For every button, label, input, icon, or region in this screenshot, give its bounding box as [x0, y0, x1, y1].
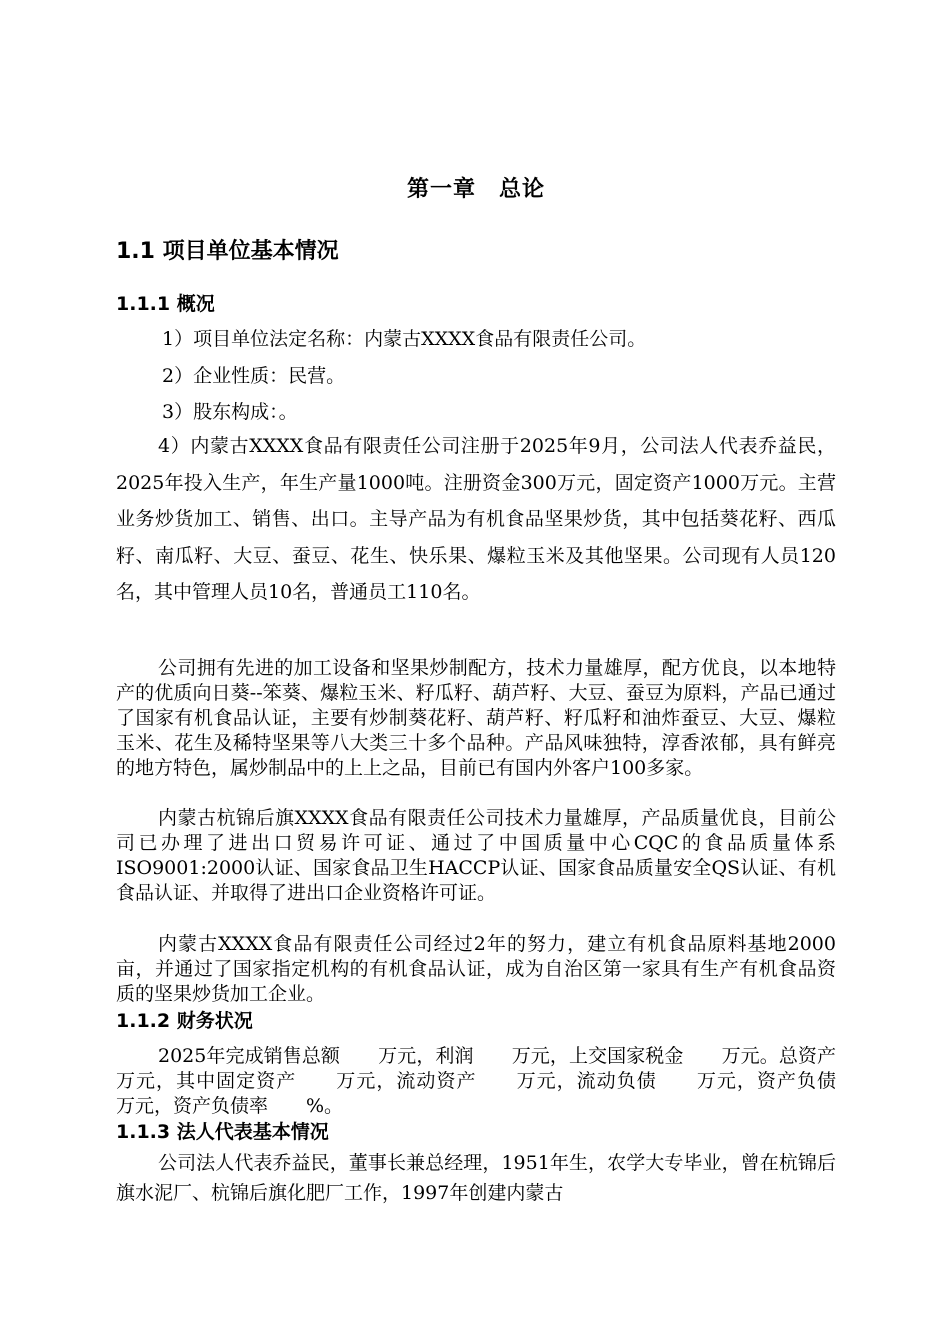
- section-heading-1-1-3: 1.1.3 法人代表基本情况: [116, 1121, 329, 1143]
- quality-certification-paragraph: 内蒙古杭锦后旗XXXX食品有限责任公司技术力量雄厚，产品质量优良，目前公司已办理了进出口贸易许可证、通过了中国质量中心CQC的食品质量体系ISO9001:2000认证、国家食品卫生HACCP认证、国家食品质量安全QS认证、有机食品认证、并取得了进出口企业资格许可证。: [116, 807, 836, 904]
- chapter-title: 第一章 总论: [406, 177, 545, 202]
- list-item-3: 3）股东构成：。: [162, 401, 298, 423]
- financial-status-paragraph: 2025年完成销售总额 万元，利润 万元，上交国家税金 万元。总资产 万元，其中固定资产 万元，流动资产 万元，流动负债 万元，资产负债 万元，资产负债率 %。: [116, 1045, 875, 1117]
- section-heading-1-1: 1.1 项目单位基本情况: [116, 239, 339, 264]
- company-overview-paragraph: 公司拥有先进的加工设备和坚果炒制配方，技术力量雄厚，配方优良，以本地特产的优质向日葵--笨葵、爆粒玉米、籽瓜籽、葫芦籽、大豆、蚕豆为原料，产品已通过了国家有机食品认证，主要有炒制葵花籽、葫芦籽、籽瓜籽和油炸蚕豆、大豆、爆粒玉米、花生及稀特坚果等八大类三十多个品种。产品风味独特，淳香浓郁，具有鲜亮的地方特色，属炒制品中的上上之品，目前已有国内外客户100多家。: [116, 657, 836, 779]
- list-item-2: 2）企业性质：民营。: [162, 365, 346, 387]
- section-heading-1-1-1: 1.1.1 概况: [116, 293, 215, 315]
- section-heading-1-1-2: 1.1.2 财务状况: [116, 1010, 253, 1032]
- legal-representative-paragraph: 公司法人代表乔益民，董事长兼总经理，1951年生，农学大专毕业，曾在杭锦后旗水泥厂、杭锦后旗化肥厂工作，1997年创建内蒙古: [116, 1152, 836, 1204]
- list-item-1: 1）项目单位法定名称：内蒙古XXXX食品有限责任公司。: [162, 328, 647, 350]
- organic-base-paragraph: 内蒙古XXXX食品有限责任公司经过2年的努力，建立有机食品原料基地2000亩，并通过了国家指定机构的有机食品认证，成为自治区第一家具有生产有机食品资质的坚果炒货加工企业。: [116, 933, 836, 1005]
- list-item-4-paragraph: 4）内蒙古XXXX食品有限责任公司注册于2025年9月，公司法人代表乔益民，2025年投入生产，年生产量1000吨。注册资金300万元，固定资产1000万元。主营业务炒货加工、销售、出口。主导产品为有机食品坚果炒货，其中包括葵花籽、西瓜籽、南瓜籽、大豆、蚕豆、花生、快乐果、爆粒玉米及其他坚果。公司现有人员120名，其中管理人员10名，普通员工110名。: [116, 435, 836, 603]
